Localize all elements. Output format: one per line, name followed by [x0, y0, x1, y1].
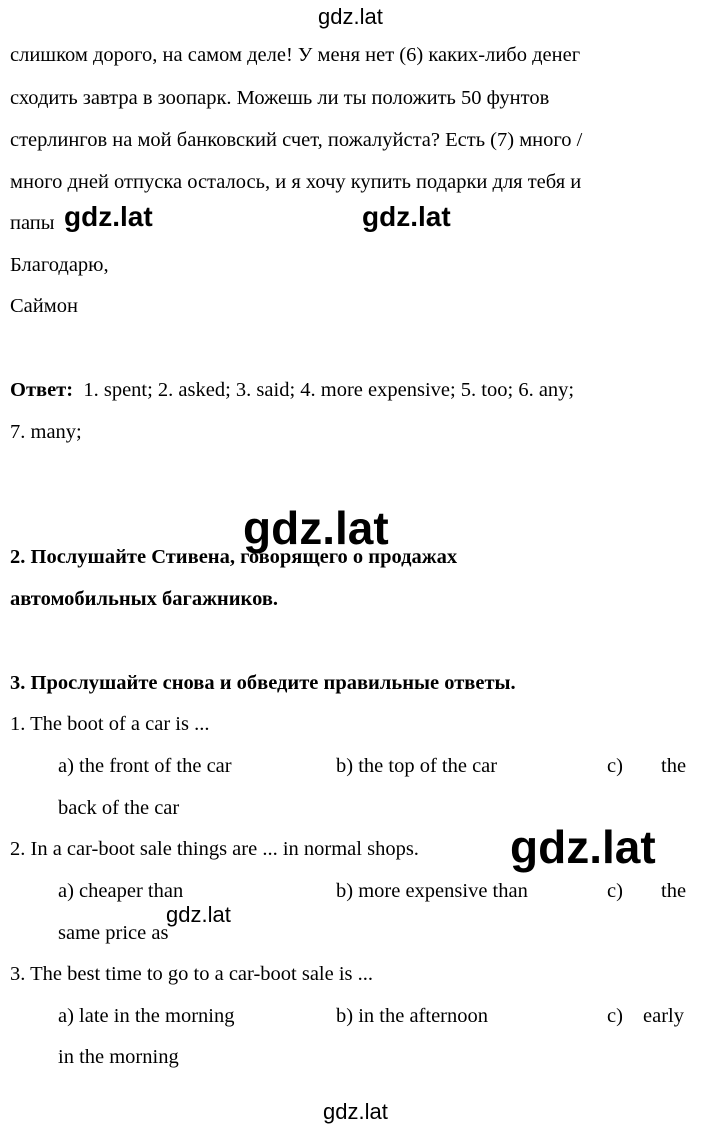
- letter-signature: Саймон: [10, 295, 78, 317]
- question-2-stem: 2. In a car-boot sale things are ... in normal shops.: [10, 838, 419, 860]
- question-3-option-a: a) late in the morning: [58, 1005, 235, 1027]
- letter-line-1: слишком дорого, на самом деле! У меня нет (6) каких-либо денег: [10, 44, 581, 66]
- question-2-option-c-rest: same price as: [58, 922, 169, 944]
- watermark-right-large: gdz.lat: [510, 821, 656, 873]
- task2-heading-line-2: автомобильных багажников.: [10, 588, 279, 610]
- question-1-option-a: a) the front of the car: [58, 755, 232, 777]
- watermark-small-inline: gdz.lat: [166, 902, 231, 927]
- watermark-right-mid: gdz.lat: [362, 201, 451, 232]
- watermark-left-mid: gdz.lat: [64, 201, 153, 232]
- letter-line-5: папы: [10, 212, 55, 234]
- letter-line-2: сходить завтра в зоопарк. Можешь ли ты положить 50 фунтов: [10, 87, 550, 109]
- question-2-option-c-first: the: [661, 880, 687, 902]
- question-1-option-c-letter: c): [607, 755, 623, 777]
- task3-heading: 3. Прослушайте снова и обведите правильные ответы.: [10, 672, 516, 694]
- letter-line-3: стерлингов на мой банковский счет, пожалуйста? Есть (7) много /: [10, 129, 583, 151]
- watermark-top: gdz.lat: [318, 4, 383, 29]
- watermark-bottom: gdz.lat: [323, 1099, 388, 1124]
- question-1-stem: 1. The boot of a car is ...: [10, 713, 210, 735]
- question-2-option-b: b) more expensive than: [336, 880, 528, 902]
- letter-line-4: много дней отпуска осталось, и я хочу купить подарки для тебя и: [10, 171, 582, 193]
- question-1-option-b: b) the top of the car: [336, 755, 498, 777]
- question-2-option-a: a) cheaper than: [58, 880, 184, 902]
- question-3-option-c-letter: c): [607, 1005, 623, 1027]
- question-3-option-c-first: early: [643, 1005, 684, 1027]
- question-3-option-b: b) in the afternoon: [336, 1005, 488, 1027]
- question-2-option-c-letter: c): [607, 880, 623, 902]
- answer-line-2: 7. many;: [10, 421, 82, 443]
- task2-heading-line-1: 2. Послушайте Стивена, говорящего о продажах: [10, 546, 458, 568]
- question-3-stem: 3. The best time to go to a car-boot sale is ...: [10, 963, 374, 985]
- answer-line-1: [10, 379, 574, 402]
- question-1-option-c-first: the: [661, 755, 687, 777]
- answer-label: Ответ:: [10, 379, 74, 401]
- letter-closing: Благодарю,: [10, 254, 109, 276]
- watermark-center: gdz.lat: [243, 502, 389, 554]
- answer-text-1: 1. spent; 2. asked; 3. said; 4. more expensive; 5. too; 6. any;: [83, 379, 575, 401]
- question-3-option-c-rest: in the morning: [58, 1046, 179, 1068]
- question-1-option-c-rest: back of the car: [58, 797, 180, 819]
